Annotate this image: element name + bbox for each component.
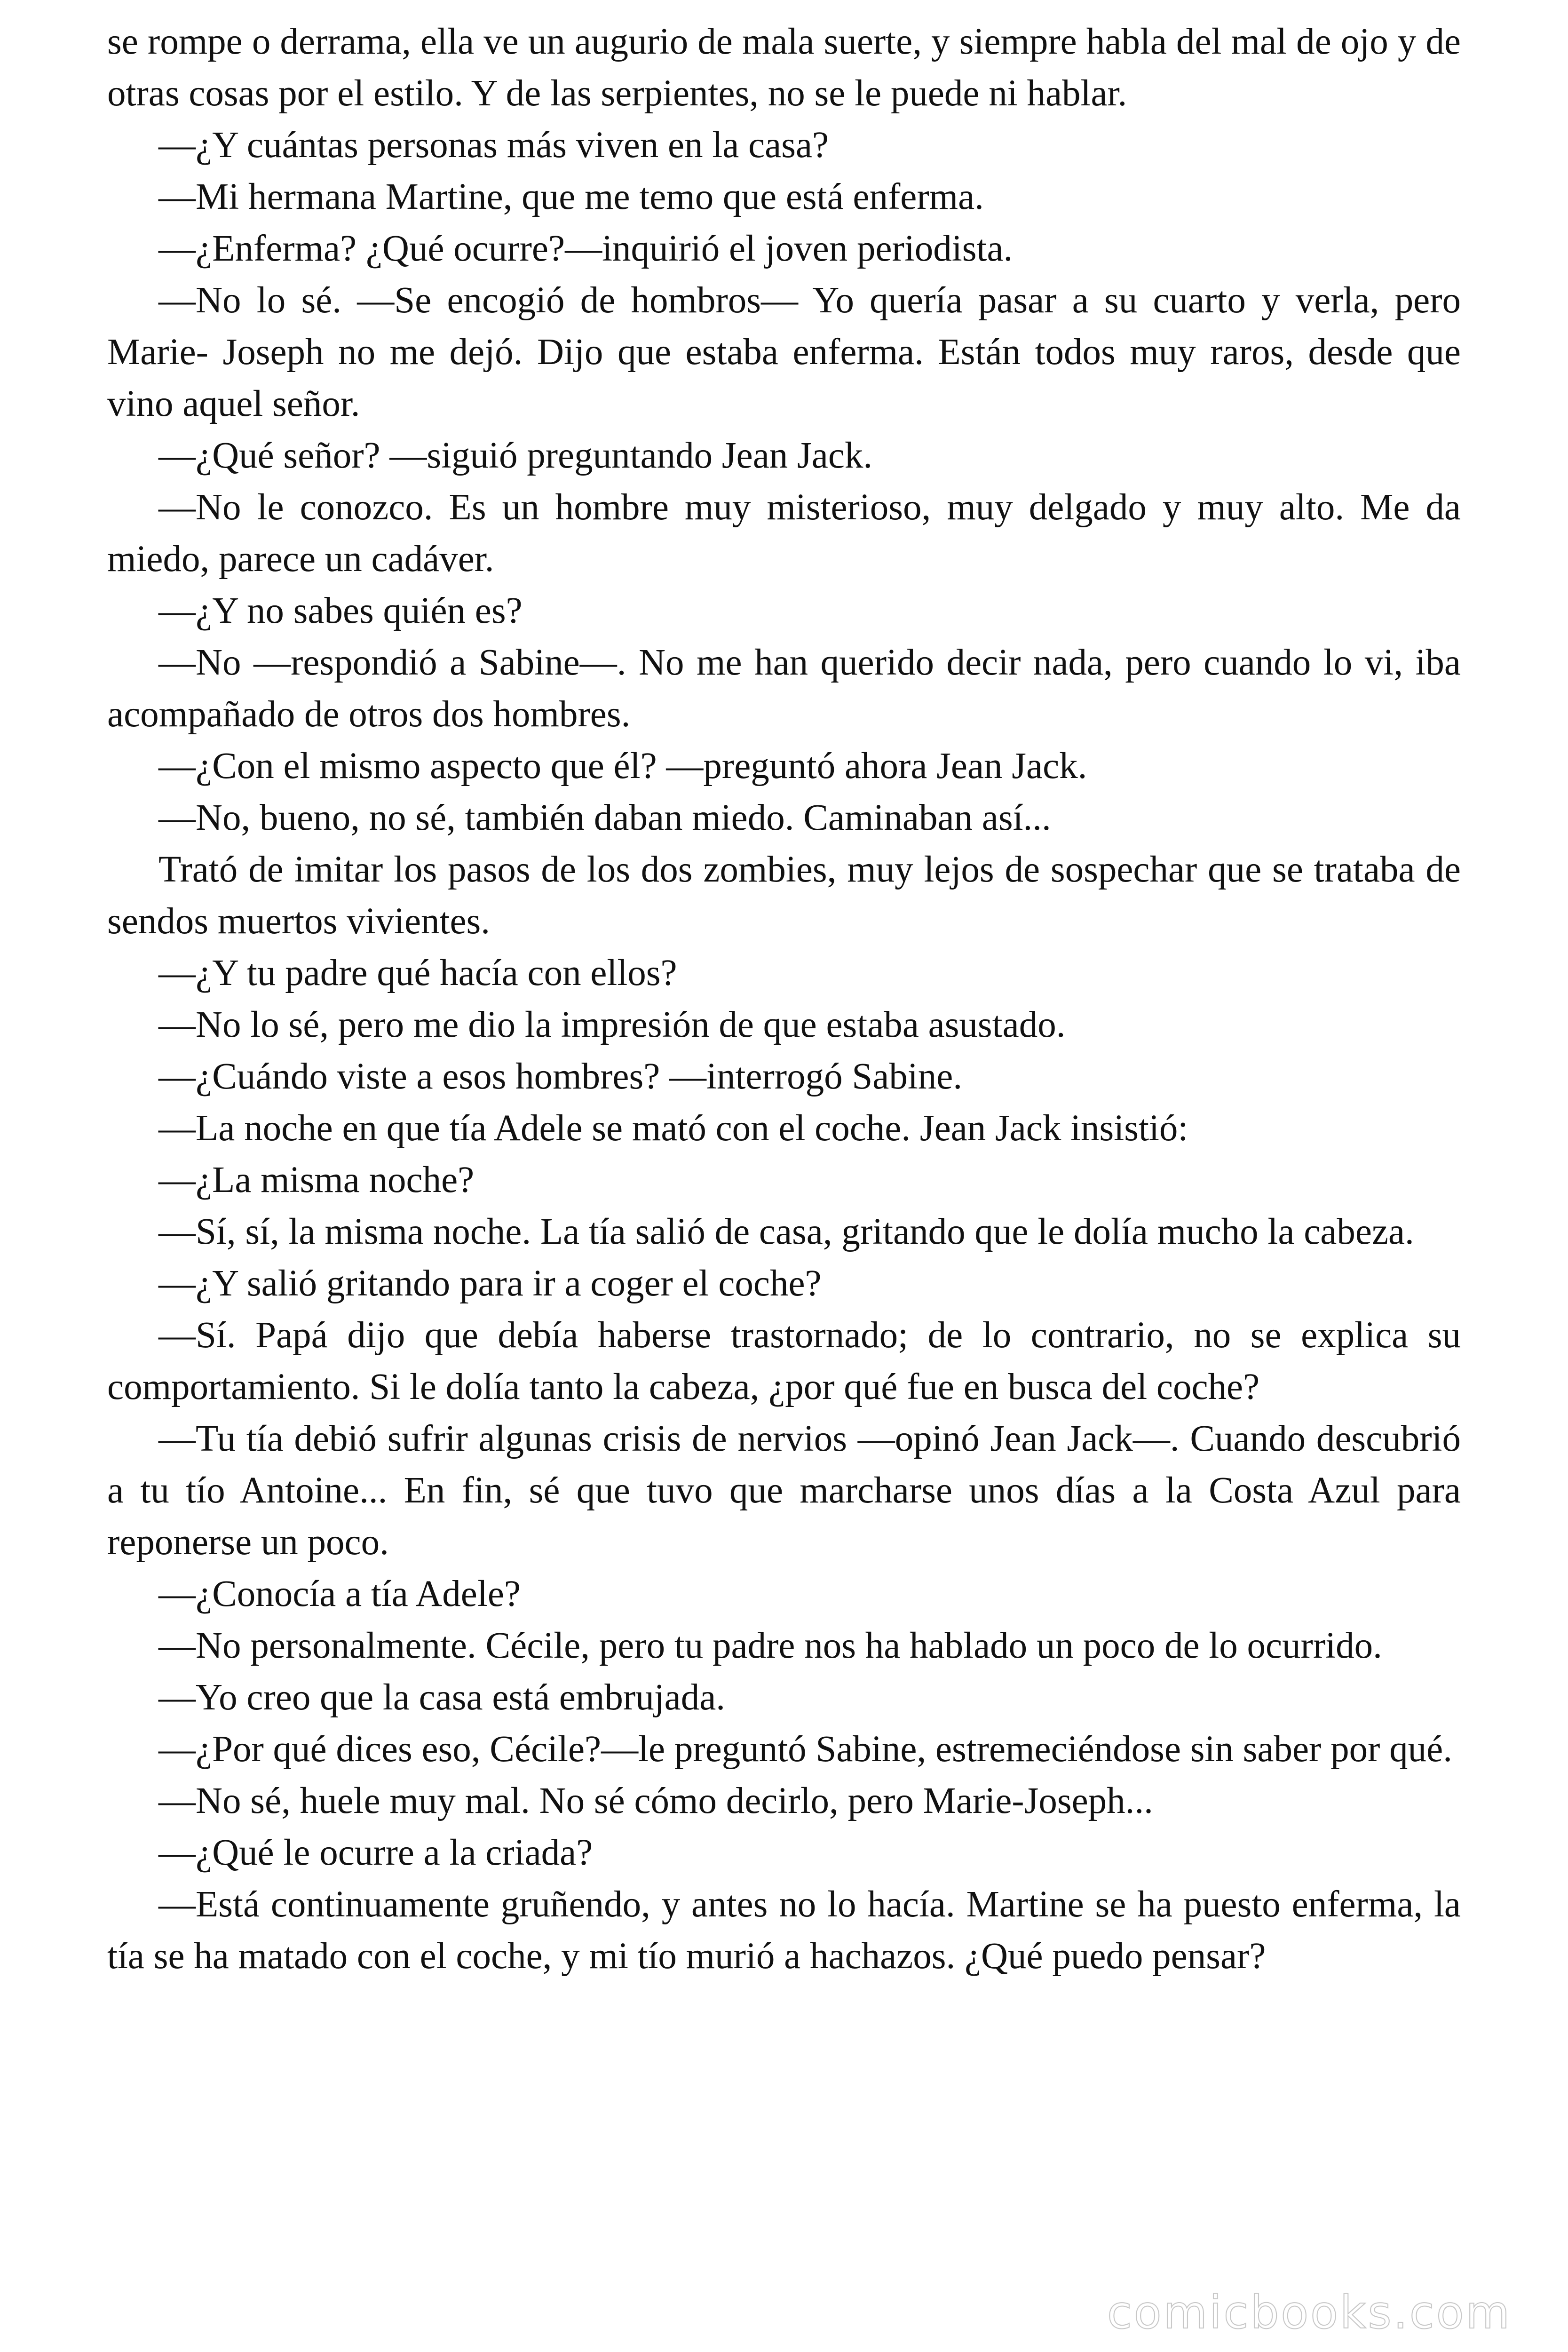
dialogue-line: —Mi hermana Martine, que me temo que está enferma. — [158, 176, 984, 217]
dialogue-line: —¿Qué señor? —siguió preguntando Jean Jack. — [158, 435, 873, 476]
dialogue-line: —No le conozco. Es un hombre muy misterioso, muy delgado y muy alto. Me da miedo, parece un cadáver. — [107, 487, 1461, 580]
dialogue-line: —La noche en que tía Adele se mató con el coche. Jean Jack insistió: — [158, 1108, 1188, 1149]
dialogue-line: —¿Por qué dices eso, Cécile?—le preguntó Sabine, estremeciéndose sin saber por qué. — [158, 1729, 1452, 1770]
dialogue-line: —¿Y salió gritando para ir a coger el coche? — [158, 1263, 822, 1304]
dialogue-line: —Tu tía debió sufrir algunas crisis de nervios —opinó Jean Jack—. Cuando descubrió a tu tío Antoine... En fin, sé que tuvo que marcharse unos días a la Costa Azul para reponerse un poco. — [107, 1418, 1461, 1563]
dialogue-line: —¿Qué le ocurre a la criada? — [158, 1832, 593, 1873]
dialogue-line: —No lo sé. —Se encogió de hombros— Yo quería pasar a su cuarto y verla, pero Marie- Joseph no me dejó. Dijo que estaba enferma. Están todos muy raros, desde que vino aquel señor. — [107, 280, 1461, 424]
narrative-paragraph: Trató de imitar los pasos de los dos zombies, muy lejos de sospechar que se trataba de sendos muertos vivientes. — [107, 849, 1461, 942]
book-page-text — [107, 16, 1461, 1982]
dialogue-line: —¿La misma noche? — [158, 1160, 475, 1200]
dialogue-line: —¿Y tu padre qué hacía con ellos? — [158, 953, 677, 993]
dialogue-line: —¿Cuándo viste a esos hombres? —interrogó Sabine. — [158, 1056, 963, 1097]
paragraph: se rompe o derrama, ella ve un augurio de mala suerte, y siempre habla del mal de ojo y de otras cosas por el estilo. Y de las serpientes, no se le puede ni hablar. — [107, 21, 1461, 114]
dialogue-line: —Sí. Papá dijo que debía haberse trastornado; de lo contrario, no se explica su comportamiento. Si le dolía tanto la cabeza, ¿por qué fue en busca del coche? — [107, 1315, 1461, 1407]
dialogue-line: —Sí, sí, la misma noche. La tía salió de casa, gritando que le dolía mucho la cabeza. — [158, 1211, 1414, 1252]
dialogue-line: —No lo sé, pero me dio la impresión de que estaba asustado. — [158, 1004, 1066, 1045]
dialogue-line: —No, bueno, no sé, también daban miedo. Caminaban así... — [158, 797, 1051, 838]
dialogue-line: —¿Y cuántas personas más viven en la casa? — [158, 125, 829, 166]
dialogue-line: —No personalmente. Cécile, pero tu padre nos ha hablado un poco de lo ocurrido. — [158, 1625, 1382, 1666]
dialogue-line: —Yo creo que la casa está embrujada. — [158, 1677, 726, 1718]
dialogue-line: —¿Enferma? ¿Qué ocurre?—inquirió el joven periodista. — [158, 228, 1013, 269]
dialogue-line: —Está continuamente gruñendo, y antes no lo hacía. Martine se ha puesto enferma, la tía se ha matado con el coche, y mi tío murió a hachazos. ¿Qué puedo pensar? — [107, 1884, 1461, 1977]
watermark: comicbooks.com — [1107, 2286, 1512, 2339]
dialogue-line: —No —respondió a Sabine—. No me han querido decir nada, pero cuando lo vi, iba acompañado de otros dos hombres. — [107, 642, 1461, 735]
dialogue-line: —No sé, huele muy mal. No sé cómo decirlo, pero Marie-Joseph... — [158, 1780, 1153, 1821]
dialogue-line: —¿Y no sabes quién es? — [158, 590, 523, 631]
dialogue-line: —¿Con el mismo aspecto que él? —preguntó ahora Jean Jack. — [158, 746, 1087, 787]
dialogue-line: —¿Conocía a tía Adele? — [158, 1573, 521, 1614]
